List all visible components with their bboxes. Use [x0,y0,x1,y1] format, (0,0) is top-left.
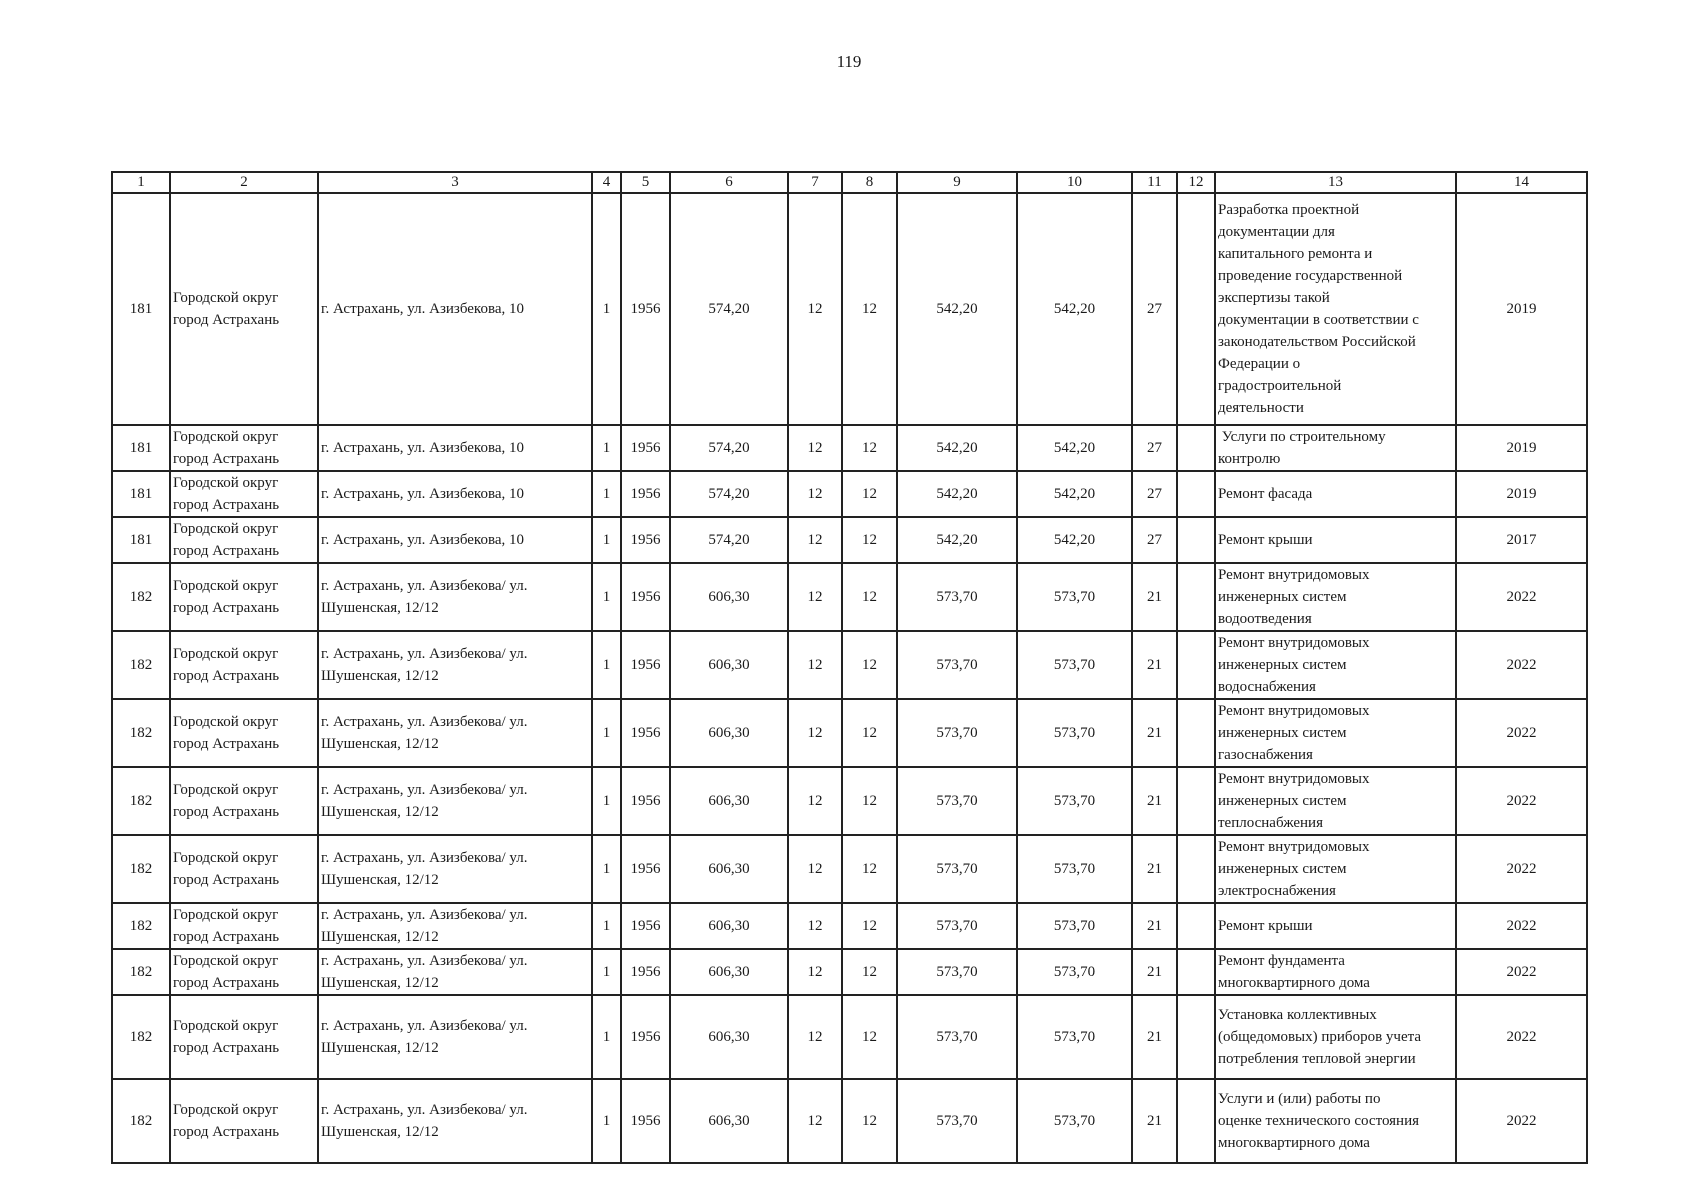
table-row [112,193,1587,425]
cell-col-10: 573,70 [1017,1079,1132,1163]
cell-col-12 [1177,1079,1215,1163]
cell-work-type-line: Ремонт крыши [1218,918,1313,934]
cell-col-10: 573,70 [1017,835,1132,903]
cell-col-8: 12 [842,471,897,517]
cell-address [318,563,592,631]
cell-address [318,903,592,949]
cell-col-11: 27 [1132,193,1177,425]
table-row [112,631,1587,699]
cell-period: 2022 [1456,631,1587,699]
cell-address-line: г. Астрахань, ул. Азизбекова/ ул. [321,646,528,662]
cell-col-6: 606,30 [670,563,788,631]
cell-municipality-line: Городской округ [173,953,279,969]
cell-col-12 [1177,471,1215,517]
cell-work-type-line: Ремонт крыши [1218,532,1313,548]
header-cell: 3 [318,172,592,193]
cell-col-6: 606,30 [670,631,788,699]
cell-col-6: 606,30 [670,1079,788,1163]
cell-municipality [170,903,318,949]
cell-municipality [170,767,318,835]
cell-municipality-line: Городской округ [173,290,279,306]
table-row [112,517,1587,563]
cell-col-11: 27 [1132,471,1177,517]
cell-col-6: 606,30 [670,699,788,767]
cell-work-type-line: экспертизы такой [1218,290,1330,306]
cell-work-type-line: инженерных систем [1218,657,1347,673]
cell-col-4: 1 [592,767,621,835]
cell-number: 182 [112,563,170,631]
header-cell: 14 [1456,172,1587,193]
cell-year: 1956 [621,835,670,903]
cell-number: 181 [112,471,170,517]
cell-col-11: 27 [1132,517,1177,563]
cell-work-type [1215,563,1456,631]
cell-work-type [1215,425,1456,471]
cell-col-8: 12 [842,767,897,835]
cell-municipality [170,1079,318,1163]
cell-col-9: 573,70 [897,563,1017,631]
cell-col-4: 1 [592,517,621,563]
cell-address-line: Шушенская, 12/12 [321,1124,439,1140]
cell-work-type-line: водоотведения [1218,611,1312,627]
cell-col-10: 573,70 [1017,949,1132,995]
cell-municipality-line: Городской округ [173,521,279,537]
cell-work-type-line: (общедомовых) приборов учета [1218,1029,1421,1045]
cell-work-type-line: многоквартирного дома [1218,975,1370,991]
cell-col-11: 21 [1132,1079,1177,1163]
cell-col-6: 574,20 [670,471,788,517]
cell-address [318,949,592,995]
cell-number: 182 [112,995,170,1079]
cell-work-type [1215,193,1456,425]
cell-col-12 [1177,631,1215,699]
cell-address-line: г. Астрахань, ул. Азизбекова, 10 [321,486,524,502]
cell-col-12 [1177,767,1215,835]
cell-address-line: Шушенская, 12/12 [321,600,439,616]
table-header-row [112,172,1587,193]
cell-col-10: 573,70 [1017,995,1132,1079]
cell-municipality [170,471,318,517]
cell-col-4: 1 [592,949,621,995]
cell-period: 2022 [1456,563,1587,631]
cell-municipality-line: Городской округ [173,714,279,730]
cell-municipality-line: город Астрахань [173,736,280,752]
cell-municipality [170,563,318,631]
cell-municipality-line: город Астрахань [173,600,280,616]
cell-municipality-line: город Астрахань [173,929,280,945]
cell-municipality-line: Городской округ [173,578,279,594]
header-cell: 2 [170,172,318,193]
cell-col-6: 606,30 [670,995,788,1079]
cell-work-type-line: многоквартирного дома [1218,1135,1370,1151]
cell-period: 2022 [1456,903,1587,949]
cell-col-12 [1177,995,1215,1079]
cell-number: 182 [112,903,170,949]
cell-col-4: 1 [592,995,621,1079]
cell-municipality-line: Городской округ [173,1102,279,1118]
cell-municipality-line: город Астрахань [173,872,280,888]
table-row [112,995,1587,1079]
cell-period: 2022 [1456,1079,1587,1163]
cell-col-10: 542,20 [1017,471,1132,517]
cell-year: 1956 [621,471,670,517]
table-row [112,767,1587,835]
cell-col-6: 606,30 [670,949,788,995]
cell-col-9: 573,70 [897,631,1017,699]
cell-work-type-line: проведение государственной [1218,268,1403,284]
cell-col-4: 1 [592,1079,621,1163]
cell-col-12 [1177,835,1215,903]
header-cell: 5 [621,172,670,193]
cell-col-7: 12 [788,767,842,835]
cell-col-6: 574,20 [670,193,788,425]
cell-work-type-line: Ремонт внутридомовых [1218,839,1370,855]
cell-address-line: Шушенская, 12/12 [321,736,439,752]
cell-address-line: г. Астрахань, ул. Азизбекова/ ул. [321,714,528,730]
cell-address-line: Шушенская, 12/12 [321,668,439,684]
cell-col-7: 12 [788,699,842,767]
header-cell: 13 [1215,172,1456,193]
cell-col-6: 574,20 [670,517,788,563]
cell-period: 2019 [1456,193,1587,425]
cell-address-line: Шушенская, 12/12 [321,872,439,888]
cell-col-8: 12 [842,949,897,995]
cell-municipality-line: Городской округ [173,646,279,662]
cell-col-7: 12 [788,471,842,517]
cell-col-6: 606,30 [670,767,788,835]
cell-work-type [1215,835,1456,903]
cell-period: 2022 [1456,835,1587,903]
cell-municipality [170,699,318,767]
cell-work-type-line: Ремонт внутридомовых [1218,567,1370,583]
cell-municipality-line: Городской округ [173,850,279,866]
cell-work-type [1215,699,1456,767]
cell-col-8: 12 [842,1079,897,1163]
cell-col-9: 573,70 [897,995,1017,1079]
cell-col-12 [1177,949,1215,995]
cell-col-10: 542,20 [1017,425,1132,471]
cell-period: 2022 [1456,767,1587,835]
cell-address [318,631,592,699]
header-cell: 8 [842,172,897,193]
cell-work-type-line: законодательством Российской [1218,334,1416,350]
cell-municipality [170,517,318,563]
cell-col-9: 573,70 [897,1079,1017,1163]
cell-col-8: 12 [842,563,897,631]
cell-col-11: 21 [1132,563,1177,631]
cell-work-type [1215,631,1456,699]
cell-work-type [1215,903,1456,949]
cell-col-11: 21 [1132,767,1177,835]
cell-col-8: 12 [842,699,897,767]
cell-period: 2019 [1456,425,1587,471]
cell-year: 1956 [621,193,670,425]
cell-work-type [1215,471,1456,517]
cell-address [318,193,592,425]
cell-address-line: Шушенская, 12/12 [321,929,439,945]
header-cell: 4 [592,172,621,193]
cell-year: 1956 [621,903,670,949]
cell-col-6: 574,20 [670,425,788,471]
cell-col-12 [1177,193,1215,425]
cell-col-7: 12 [788,631,842,699]
capital-repair-table [111,171,1588,1164]
cell-municipality-line: город Астрахань [173,312,280,328]
cell-col-7: 12 [788,517,842,563]
cell-year: 1956 [621,1079,670,1163]
cell-col-4: 1 [592,563,621,631]
cell-year: 1956 [621,563,670,631]
cell-work-type-line: Услуги по строительному [1218,429,1386,445]
cell-work-type-line: Ремонт внутридомовых [1218,771,1370,787]
cell-work-type-line: электроснабжения [1218,883,1336,899]
header-cell: 1 [112,172,170,193]
cell-col-11: 21 [1132,949,1177,995]
cell-work-type-line: Ремонт фасада [1218,486,1313,502]
cell-work-type [1215,517,1456,563]
cell-work-type-line: капитального ремонта и [1218,246,1373,262]
cell-col-9: 542,20 [897,425,1017,471]
cell-municipality-line: Городской округ [173,1018,279,1034]
cell-address [318,1079,592,1163]
cell-municipality-line: Городской округ [173,782,279,798]
cell-number: 182 [112,631,170,699]
cell-address-line: г. Астрахань, ул. Азизбекова, 10 [321,440,524,456]
cell-period: 2022 [1456,995,1587,1079]
cell-col-7: 12 [788,949,842,995]
cell-work-type-line: документации для [1218,224,1335,240]
cell-work-type-line: Ремонт внутридомовых [1218,635,1370,651]
cell-year: 1956 [621,631,670,699]
cell-col-9: 573,70 [897,767,1017,835]
cell-col-7: 12 [788,995,842,1079]
cell-address [318,995,592,1079]
table-row [112,425,1587,471]
cell-municipality [170,835,318,903]
cell-number: 181 [112,425,170,471]
header-cell: 11 [1132,172,1177,193]
table-row [112,949,1587,995]
cell-work-type-line: градостроительной [1218,378,1342,394]
cell-address-line: г. Астрахань, ул. Азизбекова/ ул. [321,782,528,798]
cell-address-line: Шушенская, 12/12 [321,975,439,991]
cell-period: 2022 [1456,949,1587,995]
cell-municipality [170,631,318,699]
cell-col-11: 21 [1132,699,1177,767]
table-row [112,835,1587,903]
cell-municipality-line: Городской округ [173,475,279,491]
cell-work-type-line: оценке технического состояния [1218,1113,1420,1129]
cell-work-type [1215,1079,1456,1163]
cell-col-10: 573,70 [1017,631,1132,699]
cell-col-7: 12 [788,835,842,903]
cell-work-type-line: документации в соответствии с [1218,312,1419,328]
cell-col-4: 1 [592,425,621,471]
cell-work-type [1215,995,1456,1079]
cell-work-type-line: Федерации о [1218,356,1301,372]
cell-work-type-line: водоснабжения [1218,679,1316,695]
cell-work-type-line: инженерных систем [1218,793,1347,809]
cell-address-line: Шушенская, 12/12 [321,1040,439,1056]
cell-col-9: 573,70 [897,903,1017,949]
cell-municipality-line: Городской округ [173,907,279,923]
cell-col-9: 573,70 [897,949,1017,995]
cell-work-type-line: Ремонт внутридомовых [1218,703,1370,719]
cell-col-7: 12 [788,563,842,631]
cell-work-type-line: инженерных систем [1218,725,1347,741]
cell-work-type [1215,949,1456,995]
cell-col-4: 1 [592,471,621,517]
cell-address-line: г. Астрахань, ул. Азизбекова/ ул. [321,850,528,866]
cell-address-line: г. Астрахань, ул. Азизбекова/ ул. [321,1018,528,1034]
cell-col-7: 12 [788,425,842,471]
cell-period: 2017 [1456,517,1587,563]
cell-year: 1956 [621,699,670,767]
cell-col-9: 573,70 [897,699,1017,767]
cell-col-10: 573,70 [1017,903,1132,949]
cell-address [318,767,592,835]
header-cell: 10 [1017,172,1132,193]
cell-number: 182 [112,767,170,835]
cell-col-6: 606,30 [670,835,788,903]
cell-col-8: 12 [842,425,897,471]
cell-col-4: 1 [592,903,621,949]
cell-number: 182 [112,835,170,903]
cell-work-type-line: Услуги и (или) работы по [1218,1091,1381,1107]
cell-work-type [1215,767,1456,835]
cell-work-type-line: деятельности [1218,400,1304,416]
cell-col-9: 542,20 [897,471,1017,517]
cell-number: 182 [112,699,170,767]
cell-col-8: 12 [842,835,897,903]
cell-col-11: 21 [1132,903,1177,949]
cell-work-type-line: контролю [1218,451,1281,467]
cell-municipality-line: Городской округ [173,429,279,445]
cell-col-10: 573,70 [1017,563,1132,631]
cell-work-type-line: Установка коллективных [1218,1007,1377,1023]
table-row [112,699,1587,767]
cell-address [318,471,592,517]
cell-municipality-line: город Астрахань [173,497,280,513]
header-cell: 7 [788,172,842,193]
cell-address-line: г. Астрахань, ул. Азизбекова/ ул. [321,1102,528,1118]
cell-work-type-line: теплоснабжения [1218,815,1323,831]
cell-municipality [170,425,318,471]
cell-municipality [170,193,318,425]
cell-municipality-line: город Астрахань [173,451,280,467]
cell-number: 181 [112,517,170,563]
cell-col-12 [1177,563,1215,631]
cell-address [318,699,592,767]
cell-year: 1956 [621,949,670,995]
cell-year: 1956 [621,425,670,471]
cell-work-type-line: потребления тепловой энергии [1218,1051,1416,1067]
cell-col-8: 12 [842,903,897,949]
page-number: 119 [836,52,862,71]
cell-work-type-line: Ремонт фундамента [1218,953,1345,969]
cell-col-7: 12 [788,1079,842,1163]
cell-address-line: г. Астрахань, ул. Азизбекова, 10 [321,301,524,317]
cell-col-7: 12 [788,903,842,949]
cell-col-11: 21 [1132,835,1177,903]
cell-col-8: 12 [842,995,897,1079]
cell-address [318,517,592,563]
cell-col-12 [1177,517,1215,563]
cell-col-4: 1 [592,631,621,699]
cell-col-12 [1177,425,1215,471]
cell-year: 1956 [621,767,670,835]
cell-year: 1956 [621,517,670,563]
cell-number: 181 [112,193,170,425]
cell-work-type-line: Разработка проектной [1218,202,1360,218]
cell-col-10: 573,70 [1017,699,1132,767]
table-row [112,1079,1587,1163]
cell-col-8: 12 [842,193,897,425]
cell-col-6: 606,30 [670,903,788,949]
cell-work-type-line: инженерных систем [1218,861,1347,877]
cell-col-11: 21 [1132,631,1177,699]
cell-municipality [170,949,318,995]
cell-address-line: г. Астрахань, ул. Азизбекова/ ул. [321,578,528,594]
cell-col-10: 542,20 [1017,193,1132,425]
cell-period: 2022 [1456,699,1587,767]
cell-address-line: г. Астрахань, ул. Азизбекова, 10 [321,532,524,548]
table-row [112,903,1587,949]
cell-number: 182 [112,949,170,995]
cell-work-type-line: газоснабжения [1218,747,1313,763]
cell-municipality-line: город Астрахань [173,543,280,559]
cell-col-11: 27 [1132,425,1177,471]
cell-address [318,835,592,903]
cell-col-10: 542,20 [1017,517,1132,563]
header-cell: 6 [670,172,788,193]
cell-col-11: 21 [1132,995,1177,1079]
cell-municipality-line: город Астрахань [173,1124,280,1140]
cell-work-type-line: инженерных систем [1218,589,1347,605]
cell-address-line: г. Астрахань, ул. Азизбекова/ ул. [321,907,528,923]
cell-address-line: г. Астрахань, ул. Азизбекова/ ул. [321,953,528,969]
cell-col-8: 12 [842,631,897,699]
header-cell: 12 [1177,172,1215,193]
cell-municipality-line: город Астрахань [173,975,280,991]
cell-col-8: 12 [842,517,897,563]
cell-col-9: 542,20 [897,193,1017,425]
cell-col-4: 1 [592,699,621,767]
header-cell: 9 [897,172,1017,193]
cell-col-10: 573,70 [1017,767,1132,835]
cell-address [318,425,592,471]
cell-address-line: Шушенская, 12/12 [321,804,439,820]
cell-period: 2019 [1456,471,1587,517]
cell-municipality-line: город Астрахань [173,668,280,684]
cell-municipality-line: город Астрахань [173,1040,280,1056]
cell-col-4: 1 [592,193,621,425]
cell-col-9: 573,70 [897,835,1017,903]
table-row [112,471,1587,517]
cell-col-7: 12 [788,193,842,425]
cell-col-4: 1 [592,835,621,903]
cell-number: 182 [112,1079,170,1163]
cell-col-12 [1177,903,1215,949]
cell-municipality-line: город Астрахань [173,804,280,820]
cell-municipality [170,995,318,1079]
cell-col-12 [1177,699,1215,767]
cell-year: 1956 [621,995,670,1079]
table-row [112,563,1587,631]
cell-col-9: 542,20 [897,517,1017,563]
